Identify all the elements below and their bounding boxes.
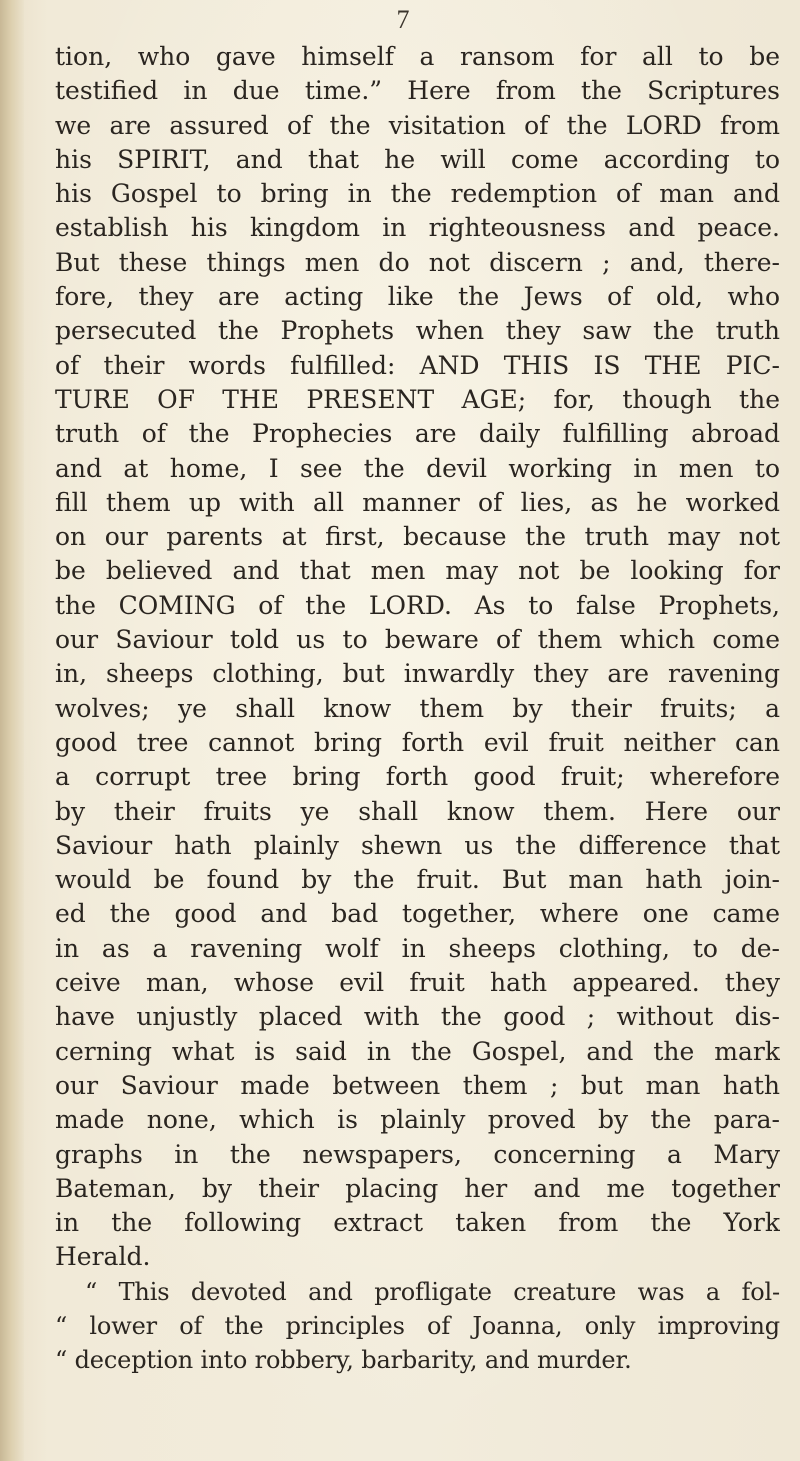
text-line: graphs in the newspapers, concerning a Mary (55, 1139, 780, 1169)
text-line: Saviour hath plainly shewn us the difference that (55, 830, 780, 860)
text-line: be believed and that men may not be looking for (55, 556, 780, 586)
page-gutter (0, 0, 24, 1461)
text-line: we are assured of the visitation of the LORD from (55, 110, 780, 140)
text-line: ceive man, whose evil fruit hath appeared. they (55, 968, 780, 998)
text-line: TURE OF THE PRESENT AGE; for, though the (55, 384, 780, 414)
page-number: 7 (396, 5, 410, 34)
text-line: made none, which is plainly proved by the para- (55, 1105, 780, 1135)
text-line: have unjustly placed with the good ; without dis- (55, 1002, 780, 1032)
quote-line: “ This devoted and profligate creature was a fol- (85, 1277, 780, 1306)
text-line: and at home, I see the devil working in men to (55, 453, 780, 483)
text-line: by their fruits ye shall know them. Here our (55, 796, 780, 826)
text-line: a corrupt tree bring forth good fruit; wherefore (55, 762, 780, 792)
text-line: testified in due time.” Here from the Scriptures (55, 76, 780, 106)
text-line: cerning what is said in the Gospel, and the mark (55, 1036, 780, 1066)
text-line: in, sheeps clothing, but inwardly they are ravening (55, 659, 780, 689)
quote-line: “ deception into robbery, barbarity, and murder. (55, 1346, 632, 1375)
text-line: establish his kingdom in righteousness and peace. (55, 213, 780, 243)
text-line: in the following extract taken from the York (55, 1208, 780, 1238)
text-line: fill them up with all manner of lies, as he worked (55, 487, 780, 517)
text-line: Herald. (55, 1242, 151, 1272)
text-line: ed the good and bad together, where one came (55, 899, 780, 929)
text-line: good tree cannot bring forth evil fruit neither can (55, 727, 780, 757)
text-line: wolves; ye shall know them by their fruits; a (55, 693, 780, 723)
quote-line: “ lower of the principles of Joanna, only improving (55, 1311, 780, 1340)
text-line: our Saviour made between them ; but man hath (55, 1070, 780, 1100)
text-line: Bateman, by their placing her and me together (55, 1173, 780, 1203)
text-line: the COMING of the LORD. As to false Prophets, (55, 590, 780, 620)
text-line: on our parents at first, because the truth may not (55, 522, 780, 552)
text-line: his Gospel to bring in the redemption of man and (55, 179, 780, 209)
body-text (55, 40, 780, 1378)
text-line: fore, they are acting like the Jews of old, who (55, 282, 780, 312)
text-line: would be found by the fruit. But man hath join- (55, 865, 780, 895)
text-line: tion, who gave himself a ransom for all to be (55, 42, 780, 71)
text-line: his SPIRIT, and that he will come according to (55, 144, 780, 174)
text-line: persecuted the Prophets when they saw the truth (55, 316, 780, 346)
text-line: of their words fulfilled: AND THIS IS THE PIC- (55, 350, 780, 380)
text-line: in as a ravening wolf in sheeps clothing, to de- (55, 933, 780, 963)
text-line: our Saviour told us to beware of them which come (55, 625, 780, 655)
text-line: But these things men do not discern ; and, there- (55, 247, 780, 277)
text-line: truth of the Prophecies are daily fulfilling abroad (55, 419, 780, 449)
